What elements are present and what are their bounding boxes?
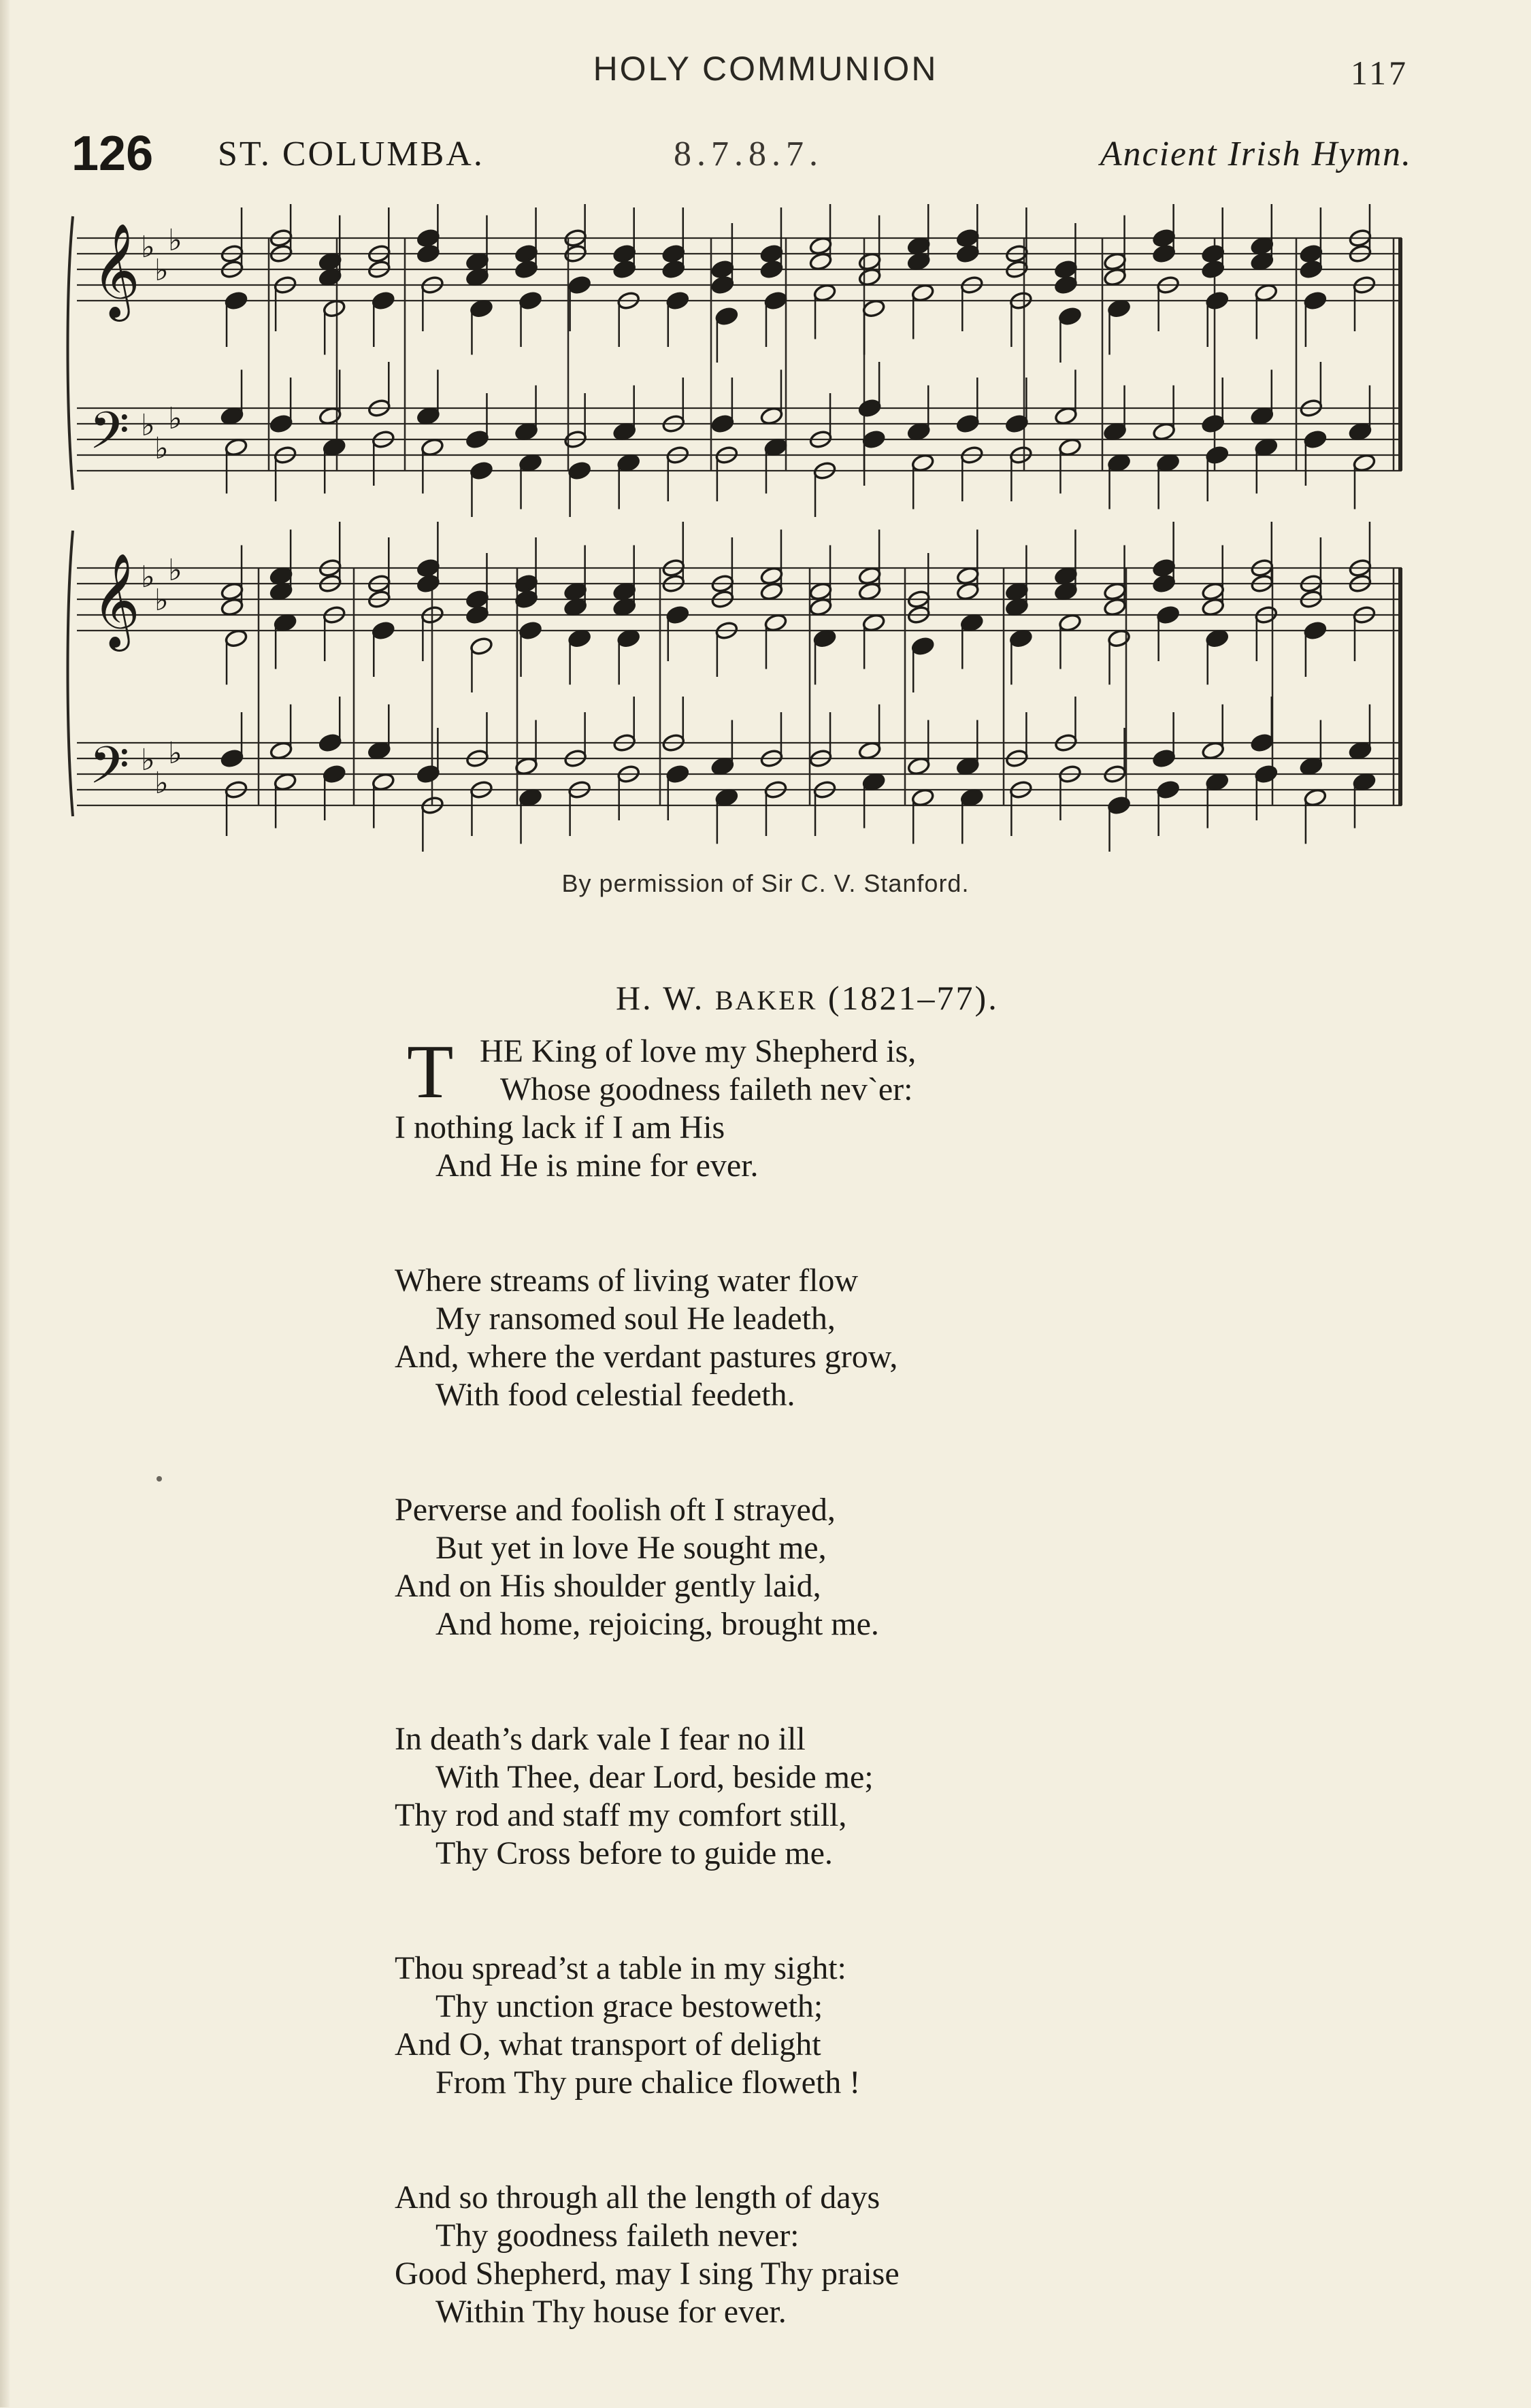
note-head [1054, 566, 1078, 586]
note-head [661, 259, 685, 279]
note-head [907, 252, 931, 271]
system-2 [68, 522, 1402, 852]
note-head [862, 772, 886, 792]
note-head [1058, 613, 1082, 633]
author-credit [616, 978, 999, 1018]
treble-clef-icon: 𝄞 [92, 223, 140, 318]
page-binding-edge [0, 0, 10, 2407]
note-head [274, 772, 297, 792]
note-head [1299, 259, 1323, 279]
author-surname: BAKER [714, 985, 818, 1016]
music-score [65, 204, 1419, 871]
verse-5 [395, 1950, 1089, 2102]
note-head [1348, 422, 1372, 441]
system-1-brace [68, 216, 73, 490]
note-head [514, 244, 538, 263]
verse-line: Thy goodness faileth never: [435, 2218, 800, 2254]
note-head [1156, 780, 1180, 799]
note-head [1254, 437, 1278, 457]
note-head [862, 613, 886, 633]
note-head [323, 764, 346, 784]
svg-text:♭: ♭ [154, 431, 169, 466]
verse-line: But yet in love He sought me, [435, 1530, 827, 1566]
note-head [220, 597, 244, 617]
note-head [567, 461, 591, 480]
note-head [858, 582, 882, 601]
note-head [1152, 244, 1176, 263]
note-head [665, 290, 689, 310]
note-head [763, 613, 787, 633]
note-head [1205, 445, 1229, 465]
note-head [220, 406, 244, 426]
note-head [809, 236, 833, 256]
note-head [220, 582, 244, 601]
svg-text:♭: ♭ [168, 401, 182, 436]
note-head [274, 613, 297, 633]
note-head [1152, 558, 1176, 578]
note-head [416, 573, 440, 593]
note-head [616, 629, 640, 648]
verse-1 [395, 1030, 1089, 1185]
note-head [470, 461, 493, 480]
note-head [759, 566, 783, 586]
note-head [759, 582, 783, 601]
note-head [372, 290, 395, 310]
note-head [665, 605, 689, 624]
verse-line: Thou spread’st a table in my sight: [395, 1950, 846, 1986]
note-head [759, 406, 783, 426]
note-head [956, 244, 980, 263]
note-head [1054, 582, 1078, 601]
verse-3 [395, 1491, 1089, 1643]
note-head [1058, 437, 1082, 457]
bass-clef-icon: 𝄢 [89, 735, 130, 808]
note-head [225, 629, 248, 648]
note-head [858, 252, 882, 271]
note-head [514, 589, 538, 609]
note-head [911, 636, 935, 656]
hymn-header [71, 126, 1412, 187]
note-head [911, 283, 935, 303]
note-head [710, 275, 734, 295]
note-head [1152, 573, 1176, 593]
note-head [323, 299, 346, 318]
note-head [514, 422, 538, 441]
verse-line: From Thy pure chalice floweth ! [435, 2064, 861, 2101]
verse-line: Within Thy house for ever. [435, 2294, 787, 2330]
note-head [809, 582, 833, 601]
note-head [1201, 597, 1225, 617]
meter: 8.7.8.7. [674, 135, 823, 173]
note-head [1103, 597, 1127, 617]
permission-note: By permission of Sir C. V. Stanford. [561, 869, 970, 897]
note-head [1250, 252, 1274, 271]
note-head [563, 582, 587, 601]
note-head [612, 422, 636, 441]
note-head [465, 605, 489, 624]
verse-line: In death’s dark vale I fear no ill [395, 1721, 806, 1757]
note-head [465, 267, 489, 287]
note-head [710, 259, 734, 279]
note-head [1250, 733, 1274, 752]
note-head [1152, 228, 1176, 248]
key-signature-flats [141, 223, 182, 466]
system-2-brace [68, 531, 73, 816]
tune-name: ST. COLUMBA. [218, 135, 484, 173]
note-head [465, 252, 489, 271]
note-head [862, 299, 886, 318]
note-head [710, 414, 734, 433]
note-head [1254, 764, 1278, 784]
note-head [1348, 741, 1372, 760]
svg-text:♭: ♭ [141, 743, 155, 777]
verse-line: And so through all the length of days [395, 2179, 880, 2215]
author-initials: H. W. [616, 979, 715, 1017]
verse-line: And O, what transport of delight [395, 2026, 821, 2062]
drop-cap: T [407, 1030, 452, 1114]
verse-line: Good Shepherd, may I sing Thy praise [395, 2256, 900, 2292]
note-head [1054, 406, 1078, 426]
verse-line: And He is mine for ever. [435, 1148, 759, 1184]
notes-system-2 [220, 522, 1377, 852]
verse-line: And home, rejoicing, brought me. [435, 1606, 879, 1642]
note-head [1152, 748, 1176, 768]
note-head [225, 437, 248, 457]
note-head [809, 597, 833, 617]
note-head [465, 589, 489, 609]
svg-text:♭: ♭ [154, 766, 169, 801]
note-head [1299, 756, 1323, 776]
note-head [514, 756, 538, 776]
svg-text:♭: ♭ [168, 223, 182, 258]
note-head [661, 244, 685, 263]
note-head [1054, 275, 1078, 295]
note-head [1009, 629, 1033, 648]
verse-line: Thy Cross before to guide me. [435, 1835, 833, 1871]
svg-text:♭: ♭ [154, 253, 169, 288]
note-head [1303, 788, 1327, 807]
svg-text:♭: ♭ [141, 408, 155, 443]
note-head [759, 244, 783, 263]
note-head [416, 406, 440, 426]
note-head [1152, 422, 1176, 441]
note-head [421, 437, 444, 457]
note-head [1250, 236, 1274, 256]
note-head [858, 267, 882, 287]
note-head [518, 290, 542, 310]
note-head [269, 566, 293, 586]
note-head [416, 764, 440, 784]
note-head [323, 437, 346, 457]
note-head [372, 772, 395, 792]
note-head [1054, 259, 1078, 279]
note-head [1299, 244, 1323, 263]
note-head [220, 748, 244, 768]
note-head [269, 582, 293, 601]
note-head [612, 582, 636, 601]
author-dates: (1821–77). [817, 979, 999, 1017]
note-head [956, 228, 980, 248]
verse-2 [395, 1262, 1089, 1414]
note-head [1103, 582, 1127, 601]
note-head [714, 306, 738, 326]
verse-line: Whose goodness faileth nevˋer: [500, 1071, 913, 1107]
note-head [763, 437, 787, 457]
note-head [1201, 244, 1225, 263]
note-head [813, 629, 837, 648]
verse-line: I nothing lack if I am His [395, 1109, 725, 1146]
note-head [1352, 772, 1376, 792]
note-head [1352, 453, 1376, 473]
note-head [225, 290, 248, 310]
note-head [960, 788, 984, 807]
note-head [1201, 741, 1225, 760]
note-head [470, 299, 493, 318]
first-line-text: HE King of love my Shepherd is, [480, 1033, 917, 1069]
note-head [1107, 795, 1131, 815]
note-head [665, 764, 689, 784]
note-head [1303, 429, 1327, 449]
note-head [956, 582, 980, 601]
note-head [1107, 453, 1131, 473]
running-title: HOLY COMMUNION [593, 50, 938, 88]
note-head [1201, 582, 1225, 601]
svg-text:♭: ♭ [168, 553, 182, 588]
note-head [1303, 620, 1327, 640]
barlines-system-1 [269, 238, 1400, 471]
note-head [1201, 259, 1225, 279]
note-head [612, 259, 636, 279]
note-head [616, 453, 640, 473]
note-head [1205, 290, 1229, 310]
note-head [1156, 453, 1180, 473]
note-head [960, 613, 984, 633]
note-head [1107, 299, 1131, 318]
note-head [518, 788, 542, 807]
verse-line: Perverse and foolish oft I strayed, [395, 1492, 836, 1528]
note-head [858, 741, 882, 760]
note-head [1205, 629, 1229, 648]
verse-line: Thy rod and staff my comfort still, [395, 1797, 847, 1833]
tune-source: Ancient Irish Hymn. [1100, 135, 1412, 173]
note-head [1254, 283, 1278, 303]
verse-line: Where streams of living water flow [395, 1262, 859, 1299]
note-head [956, 756, 980, 776]
note-head [318, 733, 342, 752]
note-head [1058, 306, 1082, 326]
svg-text:♭: ♭ [154, 583, 169, 618]
note-head [318, 406, 342, 426]
svg-text:♭: ♭ [141, 230, 155, 265]
note-head [1205, 772, 1229, 792]
svg-text:♭: ♭ [141, 560, 155, 595]
verse-6 [395, 2179, 1089, 2331]
note-head [907, 236, 931, 256]
note-head [759, 259, 783, 279]
note-head [416, 244, 440, 263]
note-head [813, 283, 837, 303]
verse-line: With Thee, dear Lord, beside me; [435, 1759, 874, 1795]
note-head [567, 629, 591, 648]
note-head [907, 756, 931, 776]
system-1 [68, 204, 1402, 517]
bass-clef-icon: 𝄢 [89, 401, 130, 473]
note-head [465, 429, 489, 449]
note-head [956, 414, 980, 433]
note-head [862, 429, 886, 449]
note-head [470, 636, 493, 656]
note-head [318, 267, 342, 287]
note-head [416, 228, 440, 248]
note-head [1005, 414, 1029, 433]
note-head [612, 597, 636, 617]
verse-line: Thy unction grace bestoweth; [435, 1988, 823, 2024]
note-head [518, 453, 542, 473]
note-head [612, 244, 636, 263]
note-head [809, 252, 833, 271]
note-head [514, 573, 538, 593]
note-head [710, 756, 734, 776]
note-head [563, 597, 587, 617]
note-head [1201, 414, 1225, 433]
note-head [518, 620, 542, 640]
verse-line: And, where the verdant pastures grow, [395, 1339, 898, 1375]
hymn-number: 126 [71, 127, 154, 181]
paper-speck [157, 1476, 162, 1482]
note-head [911, 453, 935, 473]
note-head [1005, 597, 1029, 617]
verse-line: And on His shoulder gently laid, [395, 1568, 821, 1604]
note-head [269, 414, 293, 433]
svg-text:♭: ♭ [168, 736, 182, 771]
note-head [907, 422, 931, 441]
note-head [416, 558, 440, 578]
note-head [1103, 422, 1127, 441]
verse-line: With food celestial feedeth. [435, 1377, 795, 1413]
page-number: 117 [1350, 54, 1409, 92]
treble-clef-icon: 𝄞 [92, 553, 140, 648]
note-head [911, 788, 935, 807]
note-head [956, 566, 980, 586]
note-head [858, 398, 882, 418]
note-head [1103, 252, 1127, 271]
note-head [1250, 406, 1274, 426]
key-signature-flats [141, 553, 182, 801]
note-head [858, 566, 882, 586]
hymn-lyrics [395, 1030, 1089, 2408]
note-head [714, 788, 738, 807]
note-head [318, 252, 342, 271]
note-head [763, 290, 787, 310]
verse-line: My ransomed soul He leadeth, [435, 1301, 836, 1337]
note-head [372, 620, 395, 640]
note-head [567, 275, 591, 295]
note-head [367, 741, 391, 760]
note-head [1103, 267, 1127, 287]
note-head [1156, 605, 1180, 624]
note-head [1107, 629, 1131, 648]
note-head [1303, 290, 1327, 310]
note-head [269, 741, 293, 760]
verse-4 [395, 1720, 1089, 1873]
note-head [514, 259, 538, 279]
note-head [1005, 582, 1029, 601]
